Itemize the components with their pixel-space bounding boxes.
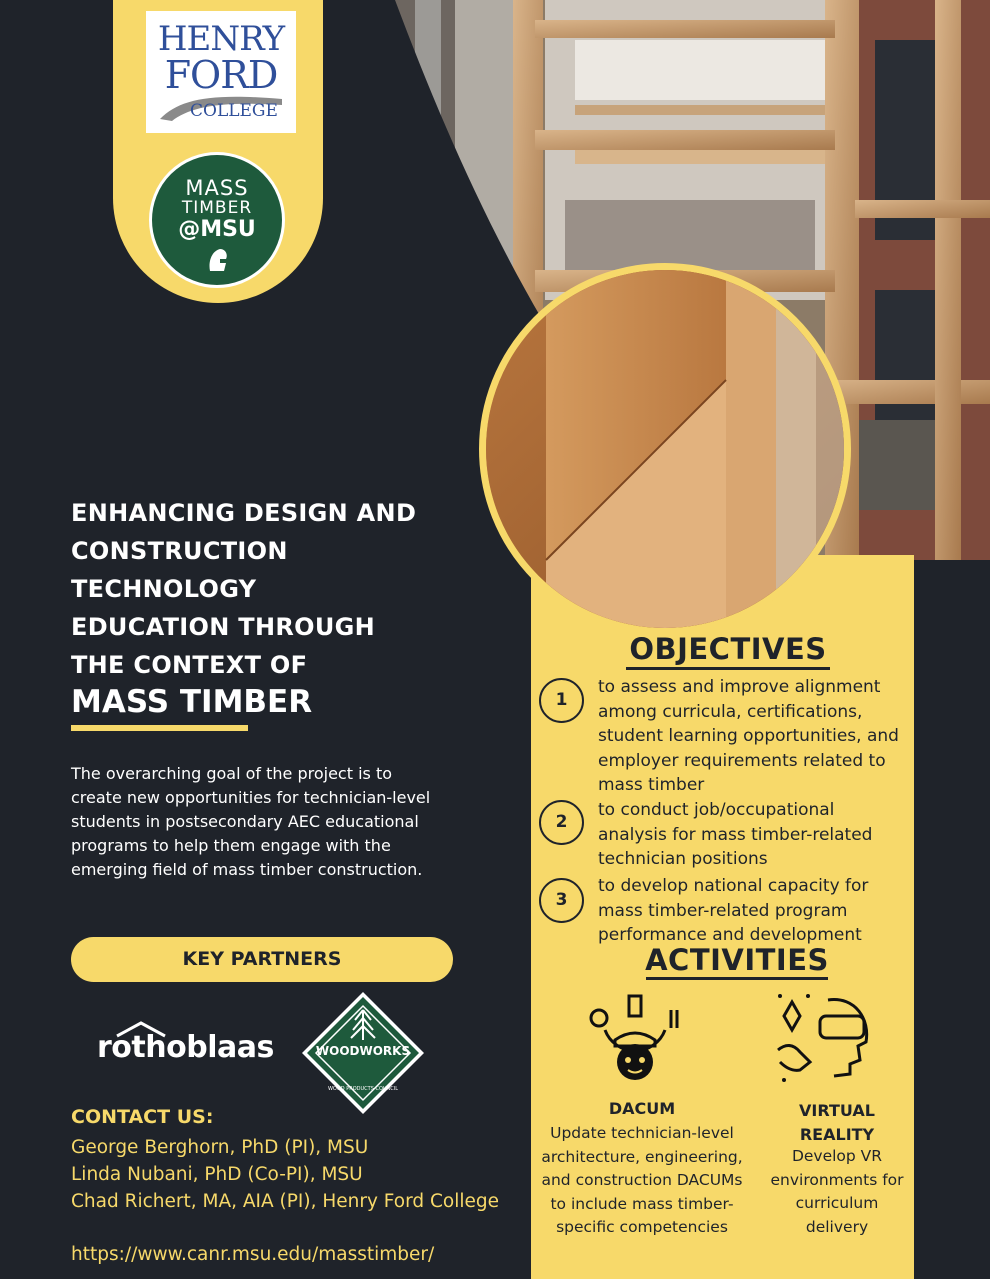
contact-person: George Berghorn, PhD (PI), MSU <box>71 1137 369 1158</box>
mt-logo-msu: @MSU <box>178 217 256 242</box>
activities-underline <box>646 977 828 980</box>
woodworks-wordmark: WOODWORKS <box>315 1044 411 1058</box>
key-partners-label: KEY PARTNERS <box>182 948 342 970</box>
title-line: ENHANCING DESIGN AND <box>71 499 417 527</box>
objective-number: 3 <box>539 878 584 923</box>
objective-number: 2 <box>539 800 584 845</box>
hfc-logo-college: COLLEGE <box>190 101 278 121</box>
activity-text-vr: Develop VR environments for curriculum delivery <box>770 1147 904 1236</box>
intro-paragraph: The overarching goal of the project is to create new opportunities for technician-level students in postsecondary AEC educational programs to help them engage with the emerging field of mass timber construction. <box>71 764 431 879</box>
henry-ford-college-logo <box>146 11 296 133</box>
objective-text: to assess and improve alignment among curricula, certifications, student learning opportunities, and employer requirements related to mass timber <box>598 677 899 795</box>
spartan-helmet-icon <box>206 247 230 273</box>
contact-person: Linda Nubani, PhD (Co-PI), MSU <box>71 1164 363 1185</box>
objective-number: 1 <box>539 678 584 723</box>
woodworks-ring-text: WOOD PRODUCTS COUNCIL <box>327 1086 399 1092</box>
hfc-logo-ford: FORD <box>164 53 278 97</box>
activity-text-dacum: Update technician-level architecture, engineering, and construction DACUMs to include mass timber-specific competencies <box>541 1124 743 1236</box>
title-line: EDUCATION THROUGH <box>71 613 375 641</box>
title-line: TECHNOLOGY <box>71 575 257 603</box>
title-line: THE CONTEXT OF <box>71 651 308 679</box>
contact-heading: CONTACT US: <box>71 1106 214 1128</box>
objective-text: to develop national capacity for mass timber-related program performance and development <box>598 876 869 945</box>
objectives-underline <box>626 667 830 670</box>
title-emphasis: MASS TIMBER <box>71 684 313 720</box>
timber-closeup-photo <box>479 263 851 635</box>
activity-title-dacum: DACUM <box>608 1099 676 1118</box>
title-underline <box>71 725 248 731</box>
poster-title <box>71 494 451 684</box>
mt-logo-timber: TIMBER <box>181 198 253 218</box>
rothoblaas-logo: rothoblaas <box>97 1030 274 1065</box>
contact-person: Chad Richert, MA, AIA (PI), Henry Ford College <box>71 1191 500 1212</box>
activity-title-vr: VIRTUAL REALITY <box>799 1101 875 1144</box>
engineer-gear-icon <box>585 990 685 1090</box>
hfc-logo-henry: HENRY <box>157 19 285 59</box>
mt-logo-mass: MASS <box>185 176 249 200</box>
project-url-link[interactable]: https://www.canr.msu.edu/masstimber/ <box>71 1244 435 1265</box>
objective-text: to conduct job/occupational analysis for mass timber-related technician positions <box>598 800 873 869</box>
objectives-heading: OBJECTIVES <box>629 632 827 666</box>
mass-timber-msu-logo <box>149 152 285 288</box>
title-line: CONSTRUCTION <box>71 537 288 565</box>
activities-heading: ACTIVITIES <box>645 943 829 977</box>
vr-headset-icon <box>770 990 874 1090</box>
